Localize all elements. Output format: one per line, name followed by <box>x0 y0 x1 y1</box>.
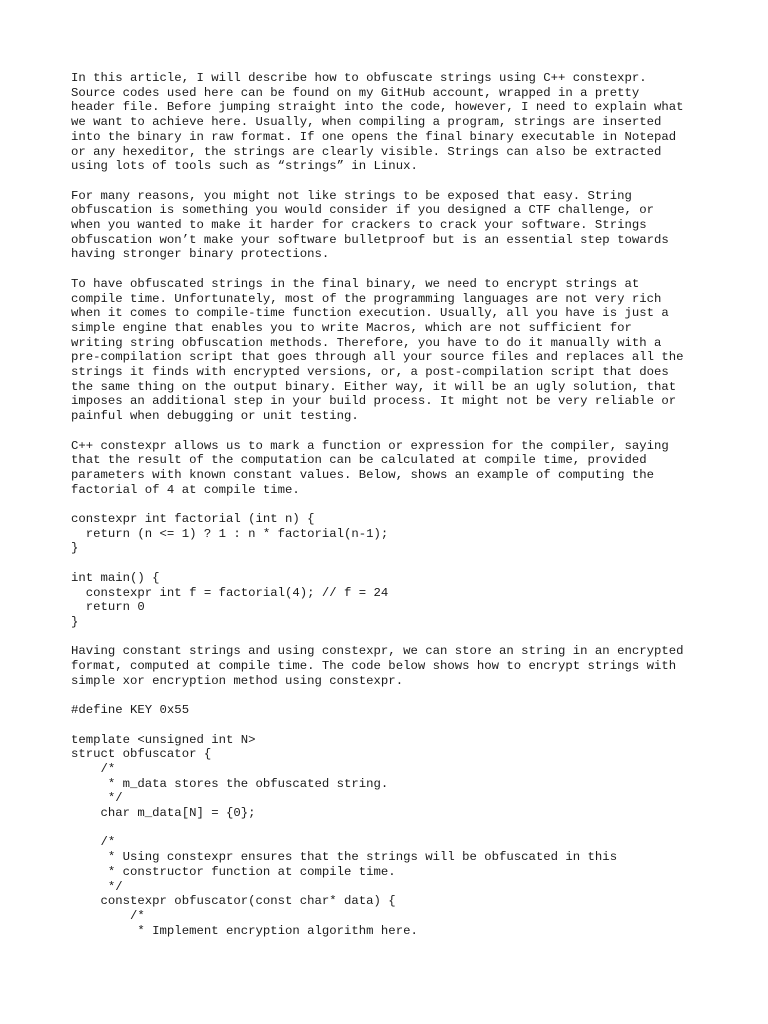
paragraph-spacer <box>71 718 751 733</box>
define-key-code: #define KEY 0x55 <box>71 703 190 718</box>
paragraph-spacer <box>71 556 751 571</box>
intro-paragraph: In this article, I will describe how to obfuscate strings using C++ constexpr. Source codes used here can be found on my GitHub account, wrapped in a pretty header file. Before jumping straight into the code, however, I need to explain what we want to achieve here. Usually, when compiling a program, strings are inserted into the binary in raw format. If one opens the final binary executable in Notepad or any hexeditor, the strings are clearly visible. Strings can also be extracted using lots of tools such as “strings” in Linux. <box>71 71 684 174</box>
paragraph-spacer <box>71 497 751 512</box>
encryption-paragraph: Having constant strings and using constexpr, we can store an string in an encrypted format, computed at compile time. The code below shows how to encrypt strings with simple xor encryption method using constexpr. <box>71 644 684 688</box>
paragraph-spacer <box>71 821 751 836</box>
paragraph-spacer <box>71 424 751 439</box>
paragraph-spacer <box>71 688 751 703</box>
factorial-code-block: constexpr int factorial (int n) { return (n <= 1) ? 1 : n * factorial(n-1); } <box>71 512 389 556</box>
obfuscator-constructor-code: /* * Using constexpr ensures that the strings will be obfuscated in this * constructor function at compile time. */ constexpr obfuscator(const char* data) { /* * Implement encryption algorithm here. <box>100 835 618 938</box>
paragraph-spacer <box>71 262 751 277</box>
problem-paragraph: To have obfuscated strings in the final binary, we need to encrypt strings at compile time. Unfortunately, most of the programming languages are not very rich when it comes to compile-time function execution. Usually, all you have is just a simple engine that enables you to write Macros, which are not sufficient for writing string obfuscation methods. Therefore, you have to do it manually with a pre-compilation script that goes through all your source files and replaces all the strings it finds with encrypted versions, or, a post-compilation script that does the same thing on the output binary. Either way, it will be an ugly solution, that imposes an additional step in your build process. It might not be very reliable or painful when debugging or unit testing. <box>71 276 684 424</box>
motivation-paragraph: For many reasons, you might not like strings to be exposed that easy. String obfuscation is something you would consider if you designed a CTF challenge, or when you wanted to make it harder for crackers to crack your software. Strings obfuscation won’t make your software bulletproof but is an essential step towards having stronger binary protections. <box>71 188 669 262</box>
obfuscator-struct-code: template <unsigned int N> struct obfuscator { /* * m_data stores the obfuscated string. */ char m_data[N] = {0}; <box>71 732 389 821</box>
main-code-block: int main() { constexpr int f = factorial(4); // f = 24 return 0 } <box>71 570 389 629</box>
paragraph-spacer <box>71 630 751 645</box>
paragraph-spacer <box>71 174 751 189</box>
constexpr-paragraph: C++ constexpr allows us to mark a function or expression for the compiler, saying that the result of the computation can be calculated at compile time, provided parameters with known constant values. Below, shows an example of computing the factorial of 4 at compile time. <box>71 438 669 497</box>
document-page <box>71 71 751 938</box>
